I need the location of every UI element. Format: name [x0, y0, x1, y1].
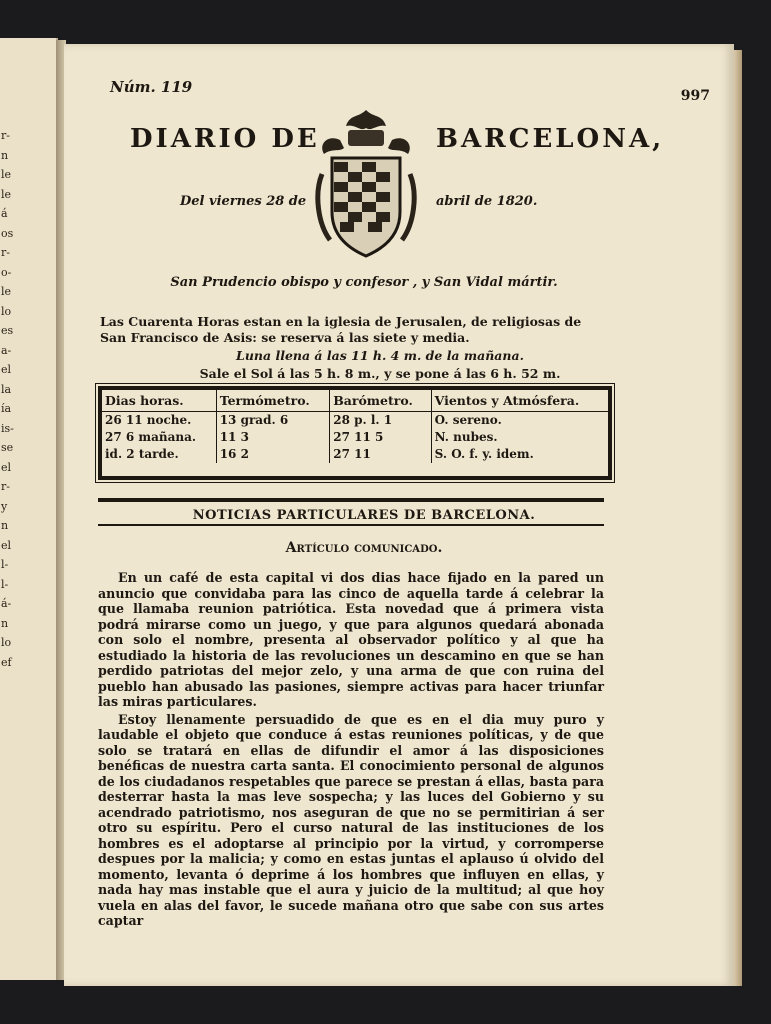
weather-cell: 27 6 mañana.: [102, 429, 216, 446]
left-page-edge-text: [0, 126, 13, 672]
left-page: [0, 38, 58, 980]
left-edge-fragment: la: [1, 382, 12, 396]
article-heading: Artículo comunicado.: [285, 540, 443, 556]
sun-times: Sale el Sol á las 5 h. 8 m., y se pone á las 6 h. 52 m.: [199, 366, 561, 381]
weather-cell: 26 11 noche.: [102, 412, 216, 430]
weather-cell: S. O. f. y. idem.: [434, 447, 534, 461]
left-edge-fragment: y: [1, 499, 8, 513]
weather-cell: id. 2 tarde.: [102, 446, 216, 463]
weather-row: [102, 446, 608, 463]
weather-table: [98, 386, 612, 480]
moon-phase: Luna llena á las 11 h. 4 m. de la mañana.: [236, 348, 524, 363]
weather-cell: N. nubes.: [434, 430, 498, 444]
left-edge-fragment: l-: [1, 577, 9, 591]
issue-number: Núm. 119: [110, 78, 193, 96]
left-edge-fragment: lo: [1, 636, 12, 649]
left-edge-fragment: el: [1, 460, 12, 474]
date-right: abril de 1820.: [436, 194, 538, 209]
article-body: [98, 570, 604, 931]
left-edge-fragment: á: [1, 207, 8, 220]
left-edge-fragment: ía: [1, 402, 12, 415]
weather-header-barometer: Barómetro.: [330, 390, 431, 412]
weather-header-hours: Dias horas.: [102, 390, 216, 412]
left-edge-fragment: a-: [1, 343, 12, 357]
weather-cell: O. sereno.: [434, 413, 502, 427]
left-edge-fragment: ef: [1, 655, 12, 669]
left-edge-fragment: l-: [1, 558, 9, 571]
saints-of-day: San Prudencio obispo y confesor , y San Vidal mártir.: [170, 275, 558, 290]
weather-row: [102, 429, 608, 446]
weather-cell: 13 grad. 6: [216, 412, 330, 430]
weather-cell: 28 p. l. 1: [330, 412, 431, 430]
left-edge-fragment: es: [1, 324, 14, 337]
date-left: Del viernes 28 de: [180, 194, 307, 209]
left-edge-fragment: is-: [1, 421, 14, 435]
left-edge-fragment: lo: [1, 304, 12, 318]
weather-row: [102, 412, 608, 430]
left-edge-fragment: n: [1, 519, 9, 532]
left-edge-fragment: n: [1, 616, 9, 630]
page-edge: [734, 50, 742, 986]
left-edge-fragment: r-: [1, 480, 10, 493]
left-edge-fragment: le: [1, 187, 12, 201]
section-rule: [98, 498, 604, 502]
left-edge-fragment: r-: [1, 246, 10, 259]
coat-of-arms-icon: [310, 104, 422, 262]
left-edge-fragment: el: [1, 363, 12, 376]
left-edge-fragment: n: [1, 148, 9, 162]
weather-header-winds: Vientos y Atmósfera.: [431, 390, 608, 412]
weather-cell: 27 11 5: [330, 429, 431, 446]
weather-cell: 11 3: [216, 429, 330, 446]
notice-line-1: Las Cuarenta Horas estan en la iglesia de Jerusalen, de religiosas de: [100, 314, 582, 329]
section-heading: NOTICIAS PARTICULARES DE BARCELONA.: [192, 508, 536, 523]
left-edge-fragment: os: [1, 226, 14, 240]
weather-cell: 27 11: [330, 446, 431, 463]
weather-header-thermometer: Termómetro.: [216, 390, 330, 412]
left-edge-fragment: se: [1, 441, 14, 454]
article-paragraph: En un café de esta capital vi dos dias hace fijado en la pared un anuncio que convidaba para las cinco de aquella tarde á celebrar la que llamaba reunion patriótica. Esta novedad que á primera vista podrá mirarse como un juego, y que para algunos quedará abonada con solo el nombre, presenta al observador político y al que ha estudiado la historia de las revoluciones un descamino en que se han perdido patriotas del mejor zelo, y una arma de que con ruina del pueblo han abusado las pasiones, siempre activas para hacer triunfar las miras particulares.: [98, 570, 604, 709]
newspaper-page: [64, 44, 734, 986]
page-number: 997: [680, 88, 710, 104]
left-edge-fragment: r-: [1, 129, 10, 142]
left-edge-fragment: á-: [1, 597, 12, 610]
notice-line-2: San Francisco de Asis: se reserva á las siete y media.: [100, 330, 470, 345]
masthead-title-left: DIARIO DE: [130, 124, 320, 154]
left-edge-fragment: le: [1, 168, 12, 181]
section-rule-thin: [98, 524, 604, 526]
article-paragraph: Estoy llenamente persuadido de que es en el dia muy puro y laudable el objeto que conduce á estas reuniones políticas, y de que solo se tratará en ellas de difundir el amor á las disposiciones benéficas de nuestra carta santa. El conocimiento personal de algunos de los ciudadanos respetables que parece se prestan á ellas, basta para desterrar hasta la mas leve sospecha; y las luces del Gobierno y su acendrado patriotismo, nos aseguran de que no se permitirian á ser otro su espíritu. Pero el curso natural de las instituciones de los hombres es el adoptarse al principio por la virtud, y corromperse despues por la malicia; y como en estas juntas el aplauso ú olvido del momento, levanta ó deprime á los hombres que influyen en ellas, y nada hay mas instable que el aura y juicio de la multitud; al que hoy vuela en alas del favor, le sucede mañana otro que sabe con sus artes captar: [98, 711, 604, 928]
left-edge-fragment: el: [1, 538, 12, 552]
weather-cell: 16 2: [216, 446, 330, 463]
left-edge-fragment: le: [1, 285, 12, 298]
masthead-title-right: BARCELONA,: [436, 124, 665, 154]
left-edge-fragment: o-: [1, 265, 12, 279]
